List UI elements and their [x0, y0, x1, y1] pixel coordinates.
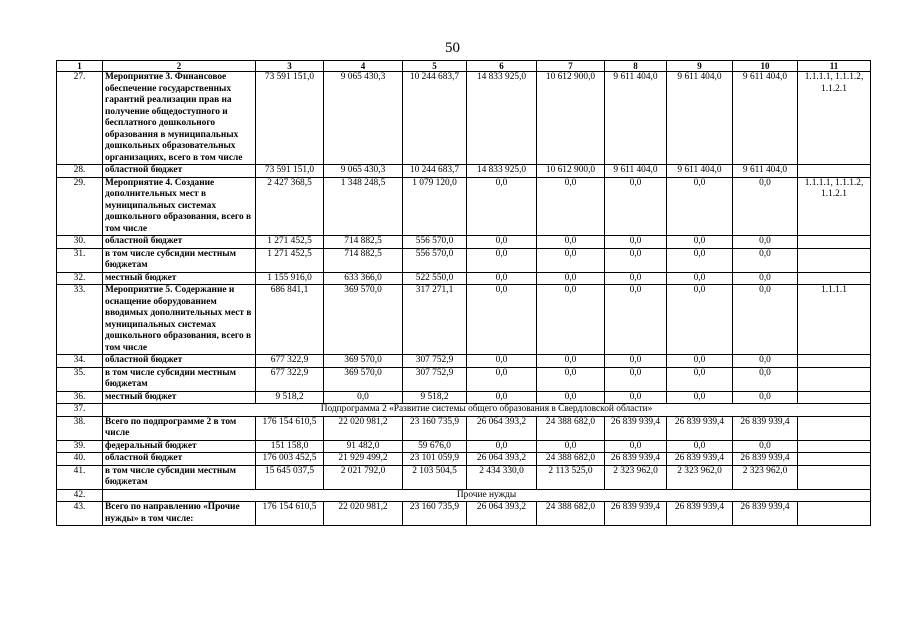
table-row [57, 272, 871, 285]
value-cell: 0,0 [733, 177, 798, 236]
target-reference [798, 272, 871, 285]
value-cell: 14 833 925,0 [467, 165, 537, 178]
target-reference [798, 465, 871, 489]
value-cell: 0,0 [667, 391, 733, 404]
row-description: в том числе субсидии местным бюджетам [103, 465, 256, 489]
value-cell: 10 612 900,0 [537, 72, 605, 165]
value-cell: 2 323 962,0 [605, 465, 667, 489]
value-cell: 9 611 404,0 [605, 165, 667, 178]
value-cell: 0,0 [467, 440, 537, 453]
value-cell: 677 322,9 [256, 367, 324, 391]
value-cell: 151 158,0 [256, 440, 324, 453]
value-cell: 0,0 [537, 367, 605, 391]
column-header: 1 [57, 61, 103, 72]
target-reference: 1.1.1.1 [798, 285, 871, 355]
value-cell: 9 611 404,0 [667, 72, 733, 165]
value-cell: 714 882,5 [324, 236, 403, 249]
value-cell: 0,0 [733, 440, 798, 453]
value-cell: 307 752,9 [403, 355, 467, 368]
column-header: 9 [667, 61, 733, 72]
value-cell: 24 388 682,0 [537, 502, 605, 526]
value-cell: 73 591 151,0 [256, 72, 324, 165]
row-description: Мероприятие 4. Создание дополнительных мест в муниципальных системах дошкольного образования, всего в том числе [103, 177, 256, 236]
value-cell: 0,0 [733, 355, 798, 368]
value-cell: 9 611 404,0 [733, 165, 798, 178]
column-header: 5 [403, 61, 467, 72]
value-cell: 26 839 939,4 [667, 453, 733, 466]
row-description: Всего по направлению «Прочие нужды» в том числе: [103, 502, 256, 526]
target-reference: 1.1.1.1, 1.1.1.2, 1.1.2.1 [798, 72, 871, 165]
value-cell: 26 064 393,2 [467, 502, 537, 526]
row-number: 33. [57, 285, 103, 355]
value-cell: 9 518,2 [403, 391, 467, 404]
value-cell: 1 079 120,0 [403, 177, 467, 236]
column-header: 7 [537, 61, 605, 72]
target-reference [798, 165, 871, 178]
column-header: 6 [467, 61, 537, 72]
value-cell: 369 570,0 [324, 355, 403, 368]
value-cell: 10 244 683,7 [403, 165, 467, 178]
table-row [57, 248, 871, 272]
value-cell: 633 366,0 [324, 272, 403, 285]
value-cell: 2 113 525,0 [537, 465, 605, 489]
value-cell: 556 570,0 [403, 248, 467, 272]
section-title: Подпрограмма 2 «Развитие системы общего образования в Свердловской области» [103, 404, 871, 417]
value-cell: 317 271,1 [403, 285, 467, 355]
row-description: Всего по подпрограмме 2 в том числе [103, 416, 256, 440]
value-cell: 2 434 330,0 [467, 465, 537, 489]
value-cell: 686 841,1 [256, 285, 324, 355]
row-description: в том числе субсидии местным бюджетам [103, 367, 256, 391]
value-cell: 2 103 504,5 [403, 465, 467, 489]
table-body [57, 72, 871, 526]
target-reference [798, 440, 871, 453]
row-description: местный бюджет [103, 391, 256, 404]
target-reference [798, 355, 871, 368]
row-number: 36. [57, 391, 103, 404]
value-cell: 0,0 [467, 355, 537, 368]
value-cell: 0,0 [605, 367, 667, 391]
target-reference [798, 416, 871, 440]
value-cell: 59 676,0 [403, 440, 467, 453]
row-number: 31. [57, 248, 103, 272]
value-cell: 0,0 [667, 248, 733, 272]
value-cell: 0,0 [467, 177, 537, 236]
value-cell: 0,0 [733, 272, 798, 285]
value-cell: 522 550,0 [403, 272, 467, 285]
table-row [57, 416, 871, 440]
row-number: 42. [57, 489, 103, 502]
value-cell: 369 570,0 [324, 285, 403, 355]
value-cell: 9 518,2 [256, 391, 324, 404]
value-cell: 0,0 [667, 285, 733, 355]
row-number: 38. [57, 416, 103, 440]
column-header: 2 [103, 61, 256, 72]
value-cell: 0,0 [537, 391, 605, 404]
value-cell: 0,0 [537, 440, 605, 453]
target-reference [798, 248, 871, 272]
value-cell: 0,0 [605, 236, 667, 249]
value-cell: 0,0 [733, 367, 798, 391]
row-number: 43. [57, 502, 103, 526]
header-row [57, 61, 871, 72]
value-cell: 307 752,9 [403, 367, 467, 391]
column-header: 11 [798, 61, 871, 72]
value-cell: 26 839 939,4 [733, 416, 798, 440]
value-cell: 0,0 [605, 285, 667, 355]
target-reference [798, 367, 871, 391]
table-row [57, 165, 871, 178]
value-cell: 1 271 452,5 [256, 248, 324, 272]
row-description: областной бюджет [103, 236, 256, 249]
column-header: 10 [733, 61, 798, 72]
value-cell: 0,0 [605, 391, 667, 404]
value-cell: 0,0 [537, 177, 605, 236]
value-cell: 0,0 [667, 367, 733, 391]
table-row [57, 355, 871, 368]
value-cell: 1 155 916,0 [256, 272, 324, 285]
value-cell: 26 064 393,2 [467, 416, 537, 440]
value-cell: 0,0 [667, 440, 733, 453]
row-description: федеральный бюджет [103, 440, 256, 453]
value-cell: 0,0 [605, 440, 667, 453]
value-cell: 22 020 981,2 [324, 502, 403, 526]
value-cell: 91 482,0 [324, 440, 403, 453]
value-cell: 23 160 735,9 [403, 502, 467, 526]
row-description: местный бюджет [103, 272, 256, 285]
value-cell: 556 570,0 [403, 236, 467, 249]
table-row [57, 453, 871, 466]
table-row [57, 489, 871, 502]
value-cell: 0,0 [733, 391, 798, 404]
value-cell: 9 065 430,3 [324, 72, 403, 165]
column-header: 3 [256, 61, 324, 72]
value-cell: 0,0 [537, 248, 605, 272]
row-number: 27. [57, 72, 103, 165]
value-cell: 24 388 682,0 [537, 453, 605, 466]
value-cell: 0,0 [467, 285, 537, 355]
value-cell: 26 064 393,2 [467, 453, 537, 466]
value-cell: 14 833 925,0 [467, 72, 537, 165]
value-cell: 0,0 [667, 272, 733, 285]
value-cell: 176 154 610,5 [256, 416, 324, 440]
row-description: Мероприятие 3. Финансовое обеспечение государственных гарантий реализации прав на получение общедоступного и бесплатного дошкольного образования в муниципальных дошкольных образовательных организациях, всего в том числе [103, 72, 256, 165]
value-cell: 10 612 900,0 [537, 165, 605, 178]
row-description: областной бюджет [103, 165, 256, 178]
value-cell: 1 348 248,5 [324, 177, 403, 236]
table-row [57, 465, 871, 489]
table-row [57, 391, 871, 404]
value-cell: 26 839 939,4 [667, 502, 733, 526]
row-number: 35. [57, 367, 103, 391]
target-reference [798, 236, 871, 249]
value-cell: 0,0 [733, 236, 798, 249]
value-cell: 0,0 [467, 248, 537, 272]
value-cell: 0,0 [537, 355, 605, 368]
table-row [57, 177, 871, 236]
value-cell: 2 021 792,0 [324, 465, 403, 489]
value-cell: 2 323 962,0 [733, 465, 798, 489]
value-cell: 0,0 [667, 177, 733, 236]
row-number: 40. [57, 453, 103, 466]
row-number: 29. [57, 177, 103, 236]
value-cell: 9 611 404,0 [605, 72, 667, 165]
value-cell: 0,0 [667, 355, 733, 368]
section-title: Прочие нужды [103, 489, 871, 502]
value-cell: 0,0 [467, 236, 537, 249]
value-cell: 0,0 [605, 355, 667, 368]
table-row [57, 285, 871, 355]
value-cell: 22 020 981,2 [324, 416, 403, 440]
value-cell: 26 839 939,4 [605, 502, 667, 526]
value-cell: 26 839 939,4 [605, 416, 667, 440]
table-row [57, 404, 871, 417]
value-cell: 0,0 [537, 236, 605, 249]
row-number: 37. [57, 404, 103, 417]
budget-table [56, 60, 871, 526]
value-cell: 21 929 499,2 [324, 453, 403, 466]
value-cell: 0,0 [733, 248, 798, 272]
value-cell: 677 322,9 [256, 355, 324, 368]
value-cell: 2 323 962,0 [667, 465, 733, 489]
value-cell: 9 611 404,0 [733, 72, 798, 165]
value-cell: 23 160 735,9 [403, 416, 467, 440]
row-number: 28. [57, 165, 103, 178]
value-cell: 369 570,0 [324, 367, 403, 391]
page-number: 50 [445, 40, 460, 56]
row-description: в том числе субсидии местным бюджетам [103, 248, 256, 272]
table-row [57, 502, 871, 526]
value-cell: 0,0 [605, 177, 667, 236]
value-cell: 0,0 [537, 272, 605, 285]
value-cell: 176 003 452,5 [256, 453, 324, 466]
row-description: областной бюджет [103, 355, 256, 368]
table-row [57, 72, 871, 165]
value-cell: 176 154 610,5 [256, 502, 324, 526]
row-number: 30. [57, 236, 103, 249]
value-cell: 24 388 682,0 [537, 416, 605, 440]
row-number: 32. [57, 272, 103, 285]
row-number: 34. [57, 355, 103, 368]
value-cell: 0,0 [324, 391, 403, 404]
table-row [57, 440, 871, 453]
row-number: 39. [57, 440, 103, 453]
column-header: 4 [324, 61, 403, 72]
value-cell: 15 645 037,5 [256, 465, 324, 489]
value-cell: 23 101 059,9 [403, 453, 467, 466]
target-reference [798, 502, 871, 526]
value-cell: 9 065 430,3 [324, 165, 403, 178]
value-cell: 26 839 939,4 [733, 502, 798, 526]
table-row [57, 236, 871, 249]
row-description: областной бюджет [103, 453, 256, 466]
value-cell: 73 591 151,0 [256, 165, 324, 178]
value-cell: 0,0 [605, 248, 667, 272]
value-cell: 0,0 [667, 236, 733, 249]
value-cell: 0,0 [605, 272, 667, 285]
value-cell: 10 244 683,7 [403, 72, 467, 165]
value-cell: 0,0 [467, 272, 537, 285]
target-reference: 1.1.1.1, 1.1.1.2, 1.1.2.1 [798, 177, 871, 236]
row-number: 41. [57, 465, 103, 489]
target-reference [798, 453, 871, 466]
row-description: Мероприятие 5. Содержание и оснащение оборудованием вводимых дополнительных мест в муниципальных системах дошкольного образования, всего в том числе [103, 285, 256, 355]
value-cell: 0,0 [467, 391, 537, 404]
column-header: 8 [605, 61, 667, 72]
value-cell: 26 839 939,4 [733, 453, 798, 466]
value-cell: 0,0 [467, 367, 537, 391]
value-cell: 1 271 452,5 [256, 236, 324, 249]
value-cell: 2 427 368,5 [256, 177, 324, 236]
value-cell: 0,0 [537, 285, 605, 355]
target-reference [798, 391, 871, 404]
value-cell: 0,0 [733, 285, 798, 355]
value-cell: 714 882,5 [324, 248, 403, 272]
value-cell: 26 839 939,4 [667, 416, 733, 440]
value-cell: 9 611 404,0 [667, 165, 733, 178]
table-row [57, 367, 871, 391]
value-cell: 26 839 939,4 [605, 453, 667, 466]
